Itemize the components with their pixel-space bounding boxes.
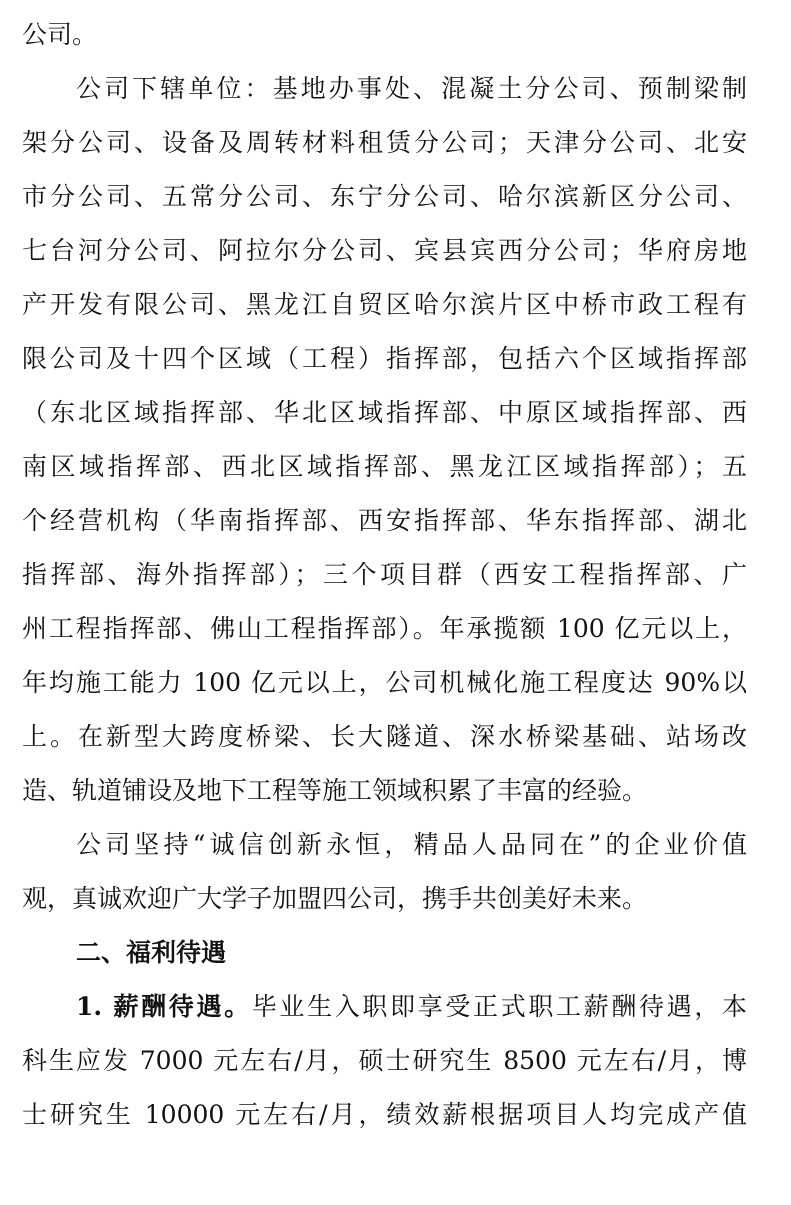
units-paragraph-line-14: 造、轨道铺设及地下工程等施工领域积累了丰富的经验。: [22, 776, 648, 805]
salary-lead: 1. 薪酬待遇。: [76, 992, 252, 1021]
units-paragraph-line-5: 产开发有限公司、黑龙江自贸区哈尔滨片区中桥市政工程有: [22, 290, 747, 319]
values-paragraph-line-2: 观，真诚欢迎广大学子加盟四公司，携手共创美好未来。: [22, 884, 648, 913]
units-paragraph-line-6: 限公司及十四个区域（工程）指挥部，包括六个区域指挥部: [22, 344, 747, 373]
salary-paragraph-line-2: 科生应发 7000 元左右/月，硕士研究生 8500 元左右/月，博: [22, 1046, 747, 1075]
salary-paragraph-line-3: 士研究生 10000 元左右/月，绩效薪根据项目人均完成产值: [22, 1100, 747, 1129]
paragraph-company-end-line: 公司。: [22, 20, 98, 49]
units-paragraph-line-11: 州工程指挥部、佛山工程指挥部）。年承揽额 100 亿元以上，: [22, 614, 747, 643]
salary-line-1-rest: 毕业生入职即享受正式职工薪酬待遇，本: [251, 992, 747, 1021]
values-paragraph-line-1: 公司坚持“诚信创新永恒，精品人品同在”的企业价值: [76, 830, 747, 859]
units-paragraph-line-12: 年均施工能力 100 亿元以上，公司机械化施工程度达 90%以: [22, 668, 747, 697]
units-paragraph-line-2: 架分公司、设备及周转材料租赁分公司；天津分公司、北安: [22, 128, 747, 157]
units-paragraph-line-7: （东北区域指挥部、华北区域指挥部、中原区域指挥部、西: [22, 398, 747, 427]
section-heading: 二、福利待遇: [76, 938, 227, 967]
units-paragraph-line-13: 上。在新型大跨度桥梁、长大隧道、深水桥梁基础、站场改: [22, 722, 747, 751]
units-paragraph-line-4: 七台河分公司、阿拉尔分公司、宾县宾西分公司；华府房地: [22, 236, 747, 265]
units-paragraph-line-10: 指挥部、海外指挥部）；三个项目群（西安工程指挥部、广: [22, 560, 747, 589]
salary-paragraph-line-1: [76, 980, 747, 1034]
units-paragraph-line-1: 公司下辖单位：基地办事处、混凝土分公司、预制梁制: [76, 74, 747, 103]
units-paragraph-line-8: 南区域指挥部、西北区域指挥部、黑龙江区域指挥部）；五: [22, 452, 747, 481]
units-paragraph-line-9: 个经营机构（华南指挥部、西安指挥部、华东指挥部、湖北: [22, 506, 747, 535]
units-paragraph-line-3: 市分公司、五常分公司、东宁分公司、哈尔滨新区分公司、: [22, 182, 747, 211]
